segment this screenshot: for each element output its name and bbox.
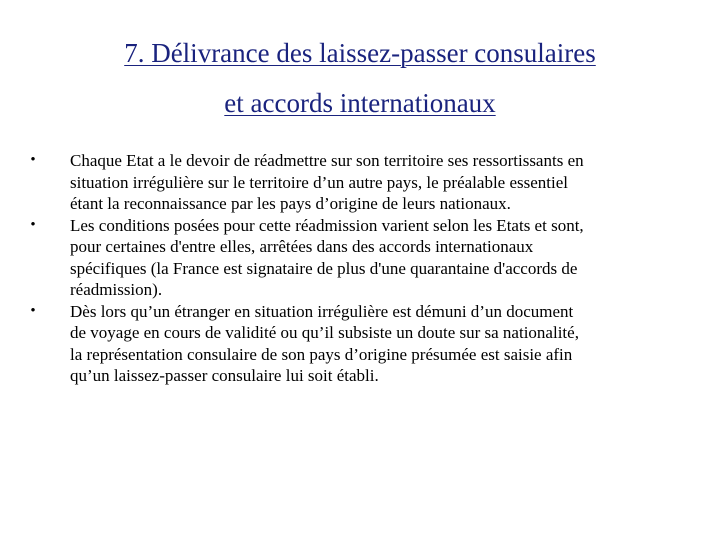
bullet-text-line: qu’un laissez-passer consulaire lui soit établi. [70, 366, 379, 385]
slide-title-line-2: et accords internationaux [224, 88, 496, 118]
bullet-item-1 [26, 150, 686, 215]
bullet-list [26, 150, 686, 387]
bullet-text-line: étant la reconnaissance par les pays d’origine de leurs nationaux. [70, 194, 511, 213]
bullet-text-line: de voyage en cours de validité ou qu’il subsiste un doute sur sa nationalité, [70, 323, 579, 342]
bullet-text-line: spécifiques (la France est signataire de plus d'une quarantaine d'accords de [70, 258, 578, 278]
slide-title-line-1: 7. Délivrance des laissez-passer consulaires [124, 38, 596, 68]
bullet-text-line: Dès lors qu’un étranger en situation irrégulière est démuni d’un document [70, 301, 574, 321]
bullet-text-line: situation irrégulière sur le territoire d’un autre pays, le préalable essentiel [70, 172, 568, 192]
bullet-text-line: la représentation consulaire de son pays d’origine présumée est saisie afin [70, 344, 573, 364]
bullet-item-3 [26, 301, 686, 387]
bullet-dot-icon: • [30, 152, 36, 168]
bullet-text-line: Chaque Etat a le devoir de réadmettre sur son territoire ses ressortissants en [70, 151, 584, 170]
bullet-text-line: pour certaines d'entre elles, arrêtées dans des accords internationaux [70, 237, 534, 256]
bullet-dot-icon: • [30, 216, 36, 233]
bullet-text-line: Les conditions posées pour cette réadmission varient selon les Etats et sont, [70, 215, 584, 235]
bullet-text-line: réadmission). [70, 280, 163, 299]
bullet-dot-icon: • [30, 302, 36, 319]
bullet-item-2 [26, 215, 686, 301]
